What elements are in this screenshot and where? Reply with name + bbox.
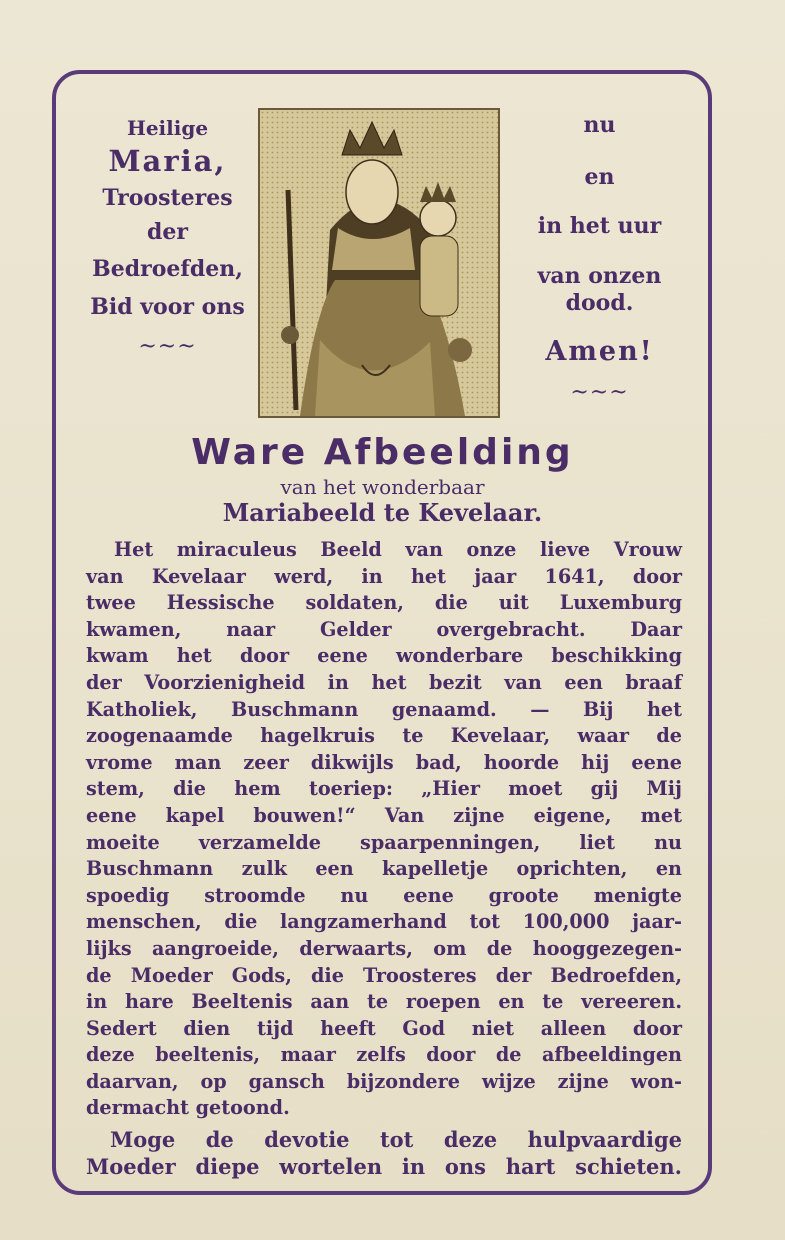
body-line: zoogenaamde hagelkruis te Kevelaar, waar de xyxy=(86,724,682,748)
body-line: kwam het door eene wonderbare beschikking xyxy=(86,644,682,668)
body-line: eene kapel bouwen!“ Van zijne eigene, met xyxy=(86,803,682,827)
body-line: Katholiek, Buschmann genaamd. — Bij het xyxy=(86,697,682,721)
body-text xyxy=(86,537,682,1122)
page-subtitle-location: Mariabeeld te Kevelaar. xyxy=(222,498,543,527)
body-line: deze beeltenis, maar zelfs door de afbeeldingen xyxy=(86,1043,682,1067)
prayer-right-line: Amen! xyxy=(545,335,654,367)
prayer-left-line: Bedroefden, xyxy=(92,255,243,282)
prayer-left-line: Maria, xyxy=(108,144,227,178)
prayer-right-line: nu xyxy=(583,112,616,138)
madonna-image xyxy=(260,110,498,416)
prayer-left xyxy=(80,116,255,361)
page-title: Ware Afbeelding xyxy=(191,432,574,473)
body-line: Sedert dien tijd heeft God niet alleen door xyxy=(86,1016,682,1040)
body-line: stem, die hem toeriep: „Hier moet gij Mij xyxy=(86,777,682,801)
body-line: kwamen, naar Gelder overgebracht. Daar xyxy=(86,617,682,641)
ornament-right: ~~~ xyxy=(570,380,629,406)
closing-text xyxy=(86,1126,682,1180)
body-line: Buschmann zulk een kapelletje oprichten, en xyxy=(86,857,682,881)
ornament-left: ~~~ xyxy=(138,334,197,360)
prayer-right-line: in het uur xyxy=(537,212,662,239)
prayer-left-line: Bid voor ons xyxy=(90,293,245,320)
prayer-left-line: Heilige xyxy=(126,116,209,140)
body-line: vrome man zeer dikwijls bad, hoorde hij eene xyxy=(86,750,682,774)
madonna-portrait xyxy=(258,108,500,418)
prayer-right xyxy=(512,112,687,407)
body-line: spoedig stroomde nu eene groote menigte xyxy=(86,883,682,907)
prayer-right-line: en xyxy=(584,164,615,191)
body-line: de Moeder Gods, die Troosteres der Bedroefden, xyxy=(86,963,682,987)
closing-line: Moeder diepe wortelen in ons hart schieten. xyxy=(86,1154,682,1179)
body-line: daarvan, op gansch bijzondere wijze zijne won- xyxy=(86,1069,682,1093)
body-line: in hare Beeltenis aan te roepen en te vereeren. xyxy=(86,990,682,1014)
body-line: Het miraculeus Beeld van onze lieve Vrouw xyxy=(114,538,682,561)
prayer-left-line: Troosteres xyxy=(102,184,233,211)
prayer-right-line: van onzen dood. xyxy=(537,263,662,316)
body-line: twee Hessische soldaten, die uit Luxemburg xyxy=(86,591,682,615)
body-line: lijks aangroeide, derwaarts, om de hooggezegen- xyxy=(86,936,682,960)
closing-line: Moge de devotie tot deze hulpvaardige xyxy=(110,1127,682,1152)
body-line: menschen, die langzamerhand tot 100,000 jaar- xyxy=(86,910,682,934)
body-line: dermacht getoond. xyxy=(86,1096,290,1120)
page-subtitle: van het wonderbaar xyxy=(280,475,485,499)
body-line: van Kevelaar werd, in het jaar 1641, door xyxy=(86,564,682,588)
body-line: der Voorzienigheid in het bezit van een braaf xyxy=(86,670,682,694)
prayer-left-line: der xyxy=(147,219,188,246)
body-line: moeite verzamelde spaarpenningen, liet nu xyxy=(86,830,682,854)
